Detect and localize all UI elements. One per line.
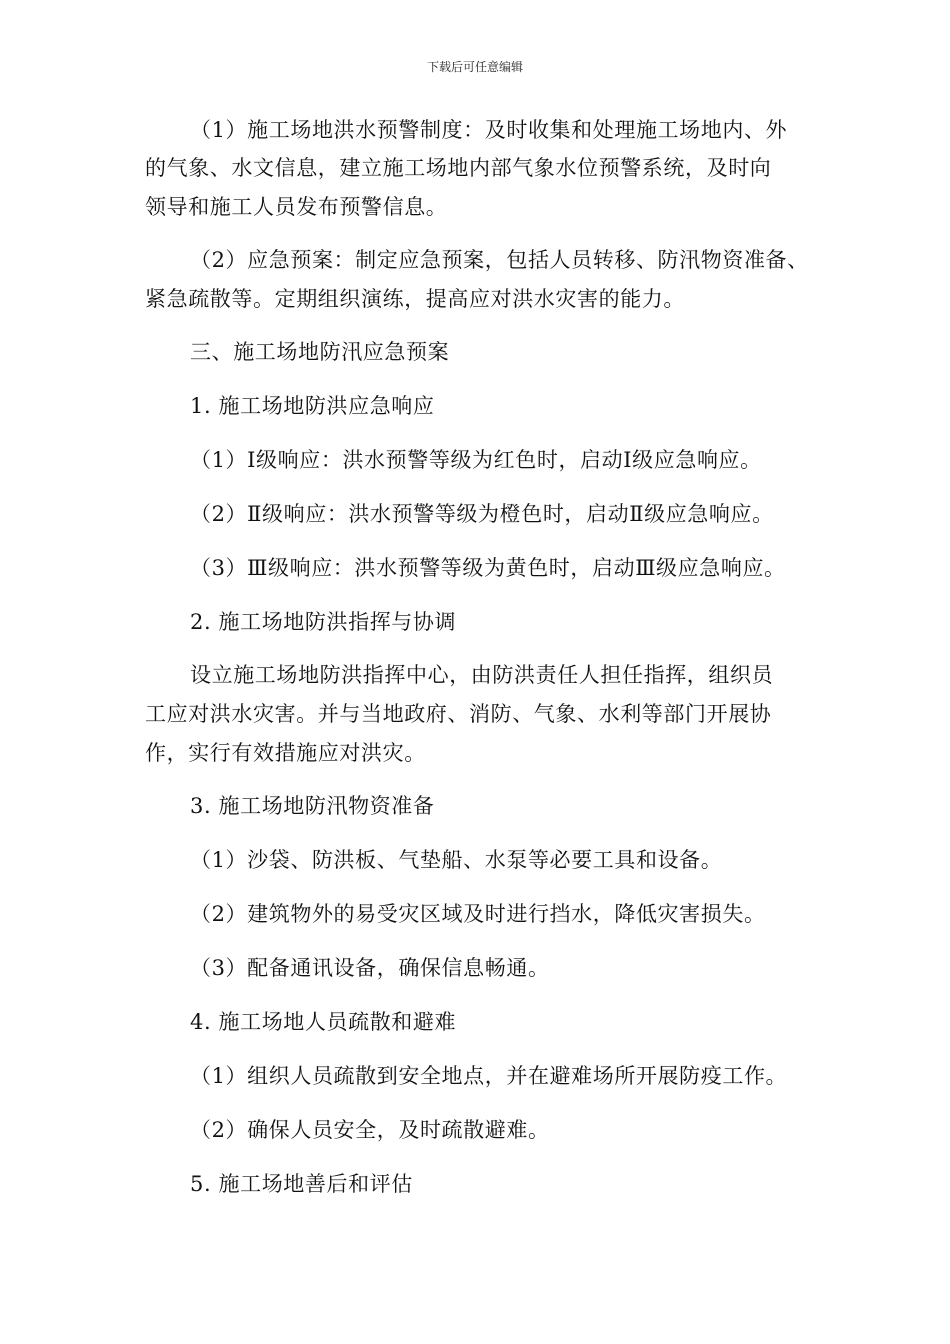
- list-item: （3）配备通讯设备，确保信息畅通。: [190, 956, 550, 980]
- header-note: 下载后可任意编辑: [426, 60, 523, 74]
- subsection-heading: 5. 施工场地善后和评估: [190, 1172, 413, 1196]
- body-line: 设立施工场地防洪指挥中心，由防洪责任人担任指挥，组织员: [190, 663, 774, 687]
- subsection-heading: 3. 施工场地防汛物资准备: [190, 794, 435, 818]
- list-item: （1）组织人员疏散到安全地点，并在避难场所开展防疫工作。: [190, 1064, 788, 1088]
- body-line: 紧急疏散等。定期组织演练，提高应对洪水灾害的能力。: [145, 287, 685, 311]
- subsection-heading: 4. 施工场地人员疏散和避难: [190, 1010, 457, 1034]
- body-line: 领导和施工人员发布预警信息。: [145, 195, 448, 219]
- list-item: （2）建筑物外的易受灾区域及时进行挡水，降低灾害损失。: [190, 902, 766, 926]
- body-line: 作，实行有效措施应对洪灾。: [145, 741, 426, 765]
- list-item: （3）Ⅲ级响应：洪水预警等级为黄色时，启动Ⅲ级应急响应。: [190, 556, 786, 580]
- subsection-heading: 1. 施工场地防洪应急响应: [190, 394, 435, 418]
- body-line: （2）应急预案：制定应急预案，包括人员转移、防汛物资准备、: [190, 248, 809, 272]
- body-line: 工应对洪水灾害。并与当地政府、消防、气象、水利等部门开展协: [145, 702, 772, 726]
- list-item: （1）Ⅰ级响应：洪水预警等级为红色时，启动Ⅰ级应急响应。: [190, 448, 762, 472]
- subsection-heading: 2. 施工场地防洪指挥与协调: [190, 610, 457, 634]
- body-line: （1）施工场地洪水预警制度：及时收集和处理施工场地内、外: [190, 118, 788, 142]
- list-item: （2）确保人员安全，及时疏散避难。: [190, 1118, 550, 1142]
- list-item: （2）Ⅱ级响应：洪水预警等级为橙色时，启动Ⅱ级应急响应。: [190, 502, 774, 526]
- body-line: 的气象、水文信息，建立施工场地内部气象水位预警系统，及时向: [145, 156, 772, 180]
- list-item: （1）沙袋、防洪板、气垫船、水泵等必要工具和设备。: [190, 848, 723, 872]
- section-heading: 三、施工场地防汛应急预案: [190, 340, 450, 364]
